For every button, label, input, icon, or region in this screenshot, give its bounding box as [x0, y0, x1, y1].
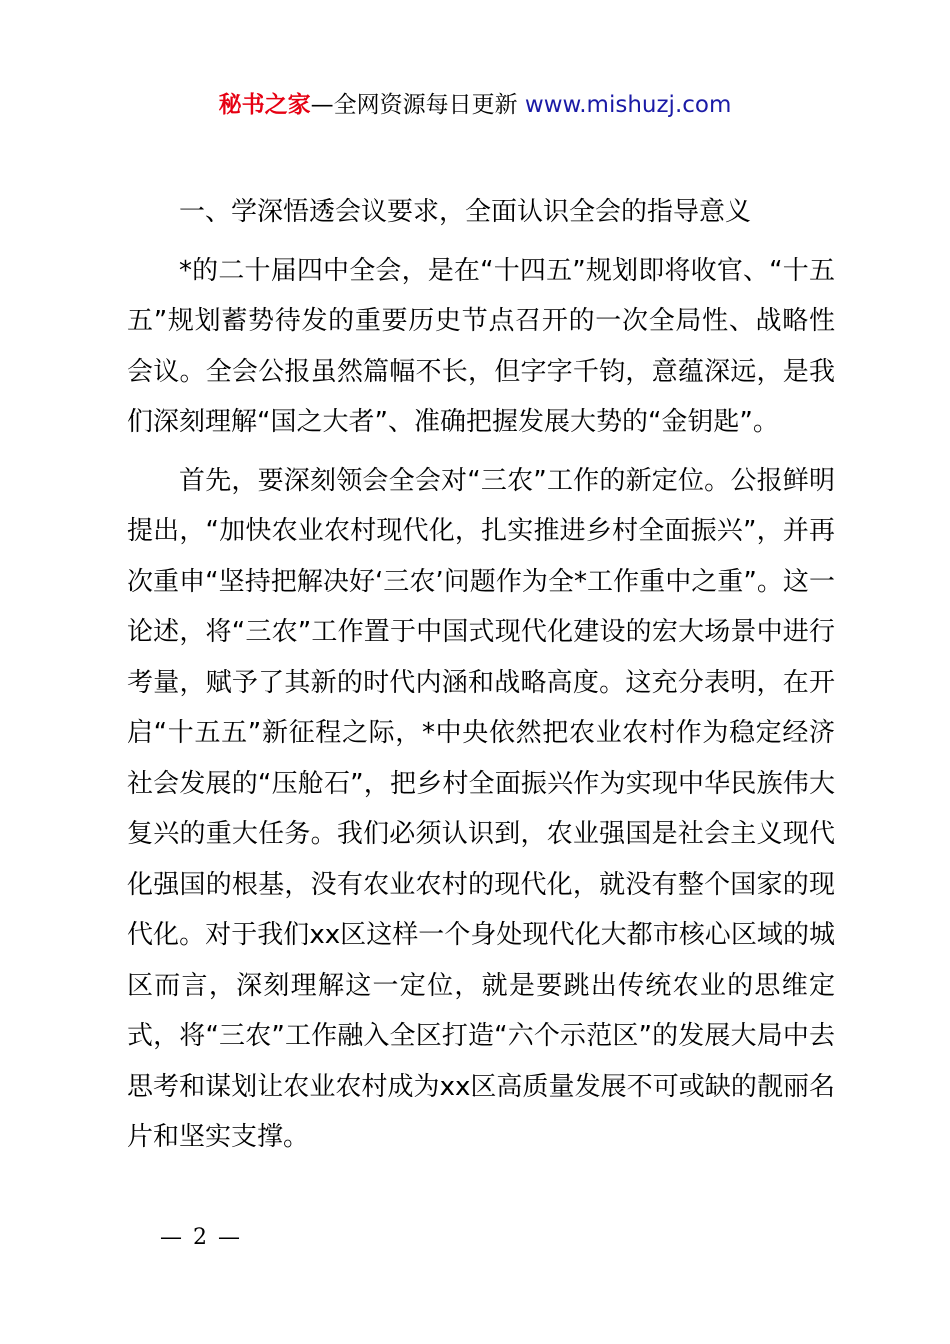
- banner-tagline: —全网资源每日更新: [310, 92, 525, 118]
- site-banner: [0, 88, 950, 122]
- site-url: www.mishuzj.com: [524, 92, 732, 118]
- brand-name: 秘书之家: [218, 92, 311, 118]
- paragraph-1: *的二十届四中全会，是在“十四五”规划即将收官、“十五五”规划蓄势待发的重要历史节点召开的一次全局性、战略性会议。全会公报虽然篇幅不长，但字字千钧，意蕴深远，是我们深刻理解“国之大者”、准确把握发展大势的“金钥匙”。: [127, 255, 835, 437]
- document-body: [127, 187, 835, 1163]
- paragraph-2: 首先，要深刻领会全会对“三农”工作的新定位。公报鲜明提出，“加快农业农村现代化，扎实推进乡村全面振兴”，并再次重申“坚持把解决好‘三农’问题作为全*工作重中之重”。这一论述，将“三农”工作置于中国式现代化建设的宏大场景中进行考量，赋予了其新的时代内涵和战略高度。这充分表明，在开启“十五五”新征程之际，*中央依然把农业农村作为稳定经济社会发展的“压舱石”，把乡村全面振兴作为实现中华民族伟大复兴的重大任务。我们必须认识到，农业强国是社会主义现代化强国的根基，没有农业农村的现代化，就没有整个国家的现代化。对于我们xx区这样一个身处现代化大都市核心区域的城区而言，深刻理解这一定位，就是要跳出传统农业的思维定式，将“三农”工作融入全区打造“六个示范区”的发展大局中去思考和谋划让农业农村成为xx区高质量发展不可或缺的靓丽名片和坚实支撑。: [127, 465, 835, 1152]
- section-heading: 一、学深悟透会议要求，全面认识全会的指导意义: [179, 197, 752, 227]
- page-number: — 2 —: [160, 1225, 242, 1250]
